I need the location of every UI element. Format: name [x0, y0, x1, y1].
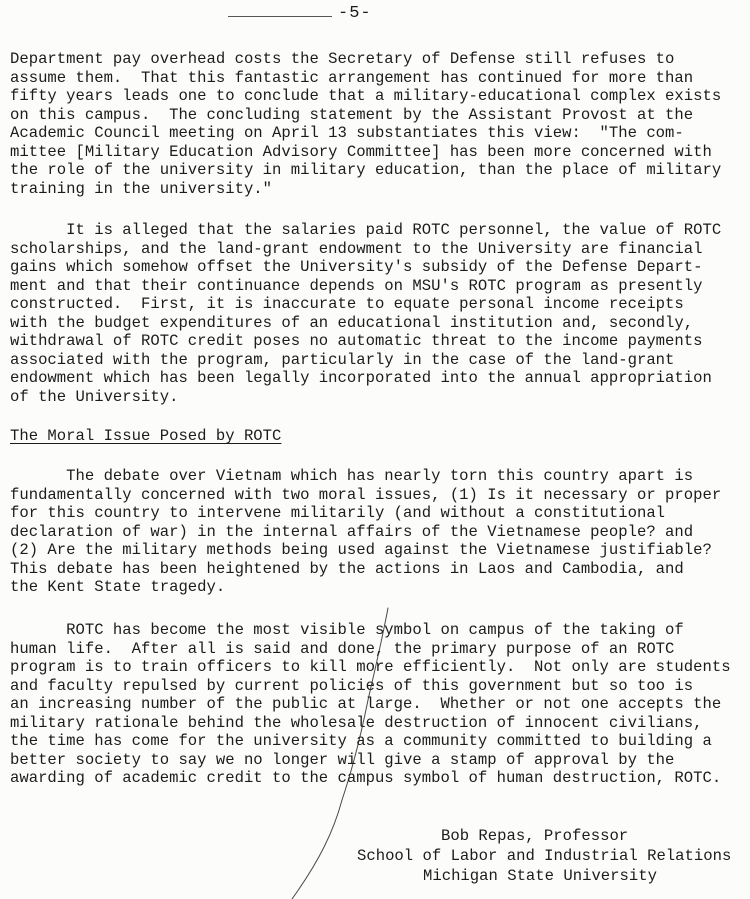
paragraph-vietnam-debate: The debate over Vietnam which has nearly torn this country apart is fundamentally concerned with two moral issues, (1) Is it necessary or proper for this country to intervene militarily (and without a constitutional declaration of war) in the internal affairs of the Vietnamese people? and (2) Are the military methods being used against the Vietnamese justifiable? This debate has been heightened by the actions in Laos and Cambodia, and the Kent State tragedy. — [10, 467, 722, 596]
header-rule — [228, 16, 332, 17]
page-number: -5- — [338, 4, 372, 23]
signature-block — [357, 826, 731, 886]
section-heading-moral-issue: The Moral Issue Posed by ROTC — [10, 427, 282, 445]
paragraph-funding-overhead: Department pay overhead costs the Secretary of Defense still refuses to assume them. That this fantastic arrangement has continued for more than fifty years leads one to conclude that a military-educational complex exists on this campus. The concluding statement by the Assistant Provost at the Academic Council meeting on April 13 substantiates this view: "The com- mittee [Military Education Advisory Committee] has been more concerned with the role of the university in military education, than the place of military training in the university." — [10, 50, 722, 198]
signature-university: Michigan State University — [423, 867, 657, 885]
paragraph-rotc-symbol: ROTC has become the most visible symbol on campus of the taking of human life. After all is said and done, the primary purpose of an ROTC program is to train officers to kill more efficiently. Not only are students and faculty repulsed by current policies of this government but so too is an increasing number of the public at large. Whether or not one accepts the military rationale behind the wholesale destruction of innocent civilians, the time has come for the university as a community committed to building a better society to say we no longer will give a stamp of approval by the awarding of academic credit to the campus symbol of human destruction, ROTC. — [10, 621, 731, 787]
signature-department: School of Labor and Industrial Relations — [357, 847, 732, 865]
signature-name: Bob Repas, Professor — [441, 827, 629, 845]
paragraph-financial-gains: It is alleged that the salaries paid ROTC personnel, the value of ROTC scholarships, and the land-grant endowment to the University are financial gains which somehow offset the University's subsidy of the Defense Depart- ment and that their continuance depends on MSU's ROTC program as presently constructed. First, it is inaccurate to equate personal income receipts with the budget expenditures of an educational institution and, secondly, withdrawal of ROTC credit poses no automatic threat to the income payments associated with the program, particularly in the case of the land-grant endowment which has been legally incorporated into the annual appropriation of the University. — [10, 221, 722, 406]
